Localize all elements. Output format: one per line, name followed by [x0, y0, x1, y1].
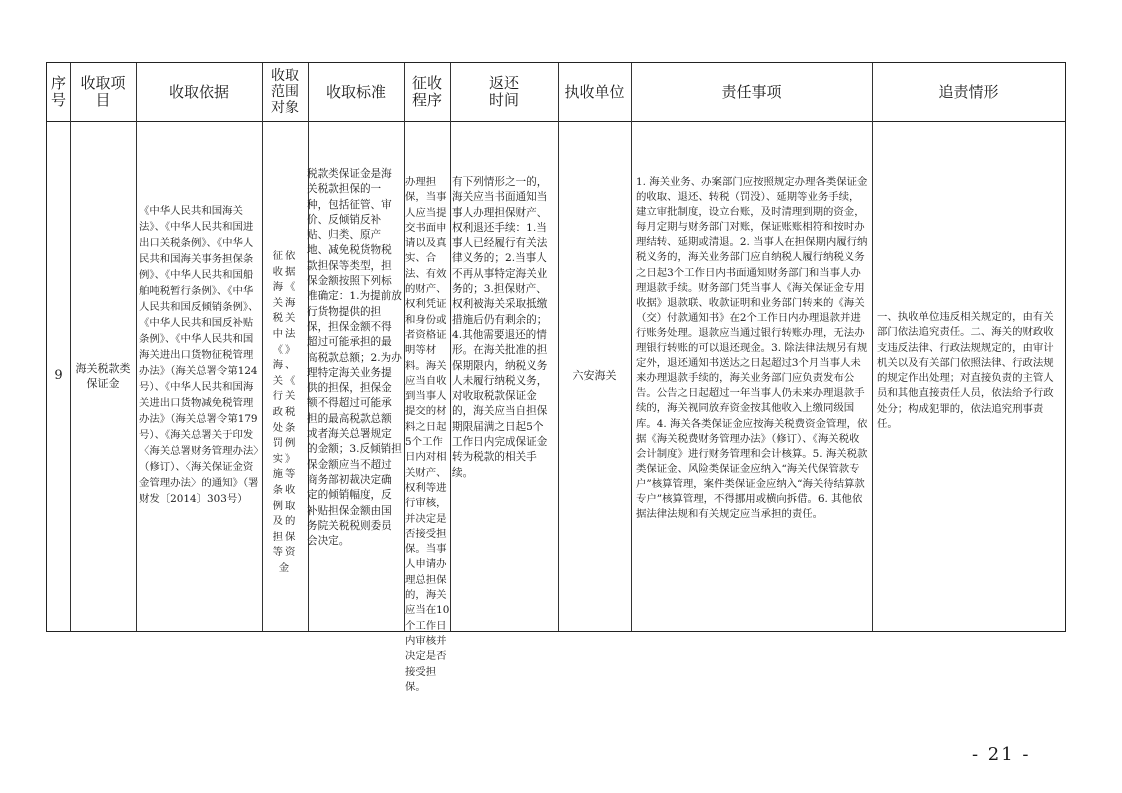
header-responsibility: 责任事项	[721, 82, 782, 101]
row-procedure: 办理担保，当事人应当提交书面申请以及真实、合法、有效的财产、权利凭证和身份或者资格证明等材料。海关应当自收到当事人提交的材料之日起5个工作日内对相关财产、权利等进行审核，并决定是否接受担保。当事人申请办理总担保的，海关应当在10个工作日内审核并决定是否接受担保。	[405, 176, 450, 693]
col-divider	[872, 63, 873, 631]
row-seq: 9	[54, 368, 63, 384]
header-item: 收取项 目	[80, 74, 126, 109]
header-unit: 执收单位	[564, 82, 625, 101]
page-number: - 21 -	[972, 744, 1031, 765]
header-procedure: 征收 程序	[411, 74, 442, 109]
row-standard: 税款类保证金是海关税款担保的一种，包括征管、审价、反倾销反补贴、归类、原产地、减免税货物税款担保等类型，担保金额按照下列标准确定：1.为提前放行货物提供的担保，担保金额不得超过可能承担的最高税款总额；2.为办理特定海关业务提供的担保，担保金额不得超过可能承担的最高税款总额或者海关总署规定的金额；3.反倾销担保金额应当不超过商务部初裁决定确定的倾销幅度，反补贴担保金额由国务院关税税则委员会决定。	[307, 168, 402, 548]
col-divider	[631, 63, 632, 631]
header-basis: 收取依据	[168, 82, 229, 101]
header-scope: 收取 范围 对象	[271, 68, 299, 116]
row-accountability: 一、执收单位违反相关规定的，由有关部门依法追究责任。二、海关的财政收支违反法律、行政法规规定的，由审计机关以及有关部门依照法律、行政法规的规定作出处理；对直接负责的主管人员和其他直接责任人员，依法给予行政处分；构成犯罪的，依法追究刑事责任。	[877, 311, 1054, 431]
fee-table	[46, 62, 1066, 693]
col-divider	[70, 63, 71, 631]
row-scope: 征依 收据 海《 关海 税关 中法 《》 海、 关《 行关 政税 处条 罚例 实》 施等 条收 例取 及的 担保 等资 金	[272, 250, 298, 574]
header-refund-time: 返还 时间	[488, 74, 519, 109]
row-item: 海关税款类保证金	[75, 362, 131, 390]
row-responsibility: 1. 海关业务、办案部门应按照规定办理各类保证金的收取、退还、转税（罚没）、延期等业务手续，建立审批制度，设立台账，及时清理到期的资金，每月定期与财务部门对账，保证账账相符和按时办理结转、延期或清退。2. 当事人在担保期内履行纳税义务的，海关业务部门应自纳税人履行纳税义务之日起3个工作日内书面通知财务部门和当事人办理退款手续。财务部门凭当事人《海关保证金专用收据》退款联、收款证明和业务部门转来的《海关（交）付款通知书》在2个工作日内办理退款并进行账务处理。退款应当通过银行转账办理，无法办理银行转账的可以退还现金。3. 除法律法规另有规定外，退还通知书送达之日起超过3个月当事人未来办理退款手续的，海关业务部门应负责发布公告。公告之日起超过一年当事人仍未来办理退款手续的，海关视同放弃资金按其他收入上缴同级国库。4. 海关各类保证金应按海关税费资金管理，依据《海关税费财务管理办法》（修订）、《海关税收会计制度》进行财务管理和会计核算。5. 海关税款类保证金、风险类保证金应纳入“海关代保管款专户”核算管理，案件类保证金应纳入“海关待结算款专户”核算管理，不得挪用或横向拆借。6. 其他依据法律法规和有关规定应当承担的责任。	[636, 176, 868, 521]
header-seq: 序 号	[50, 74, 66, 109]
col-divider	[136, 63, 137, 631]
header-standard: 收取标准	[325, 82, 386, 101]
row-refund-time: 有下列情形之一的，海关应当书面通知当事人办理担保财产、权利退还手续：1.当事人已经履行有关法律义务的；2.当事人不再从事特定海关业务的；3.担保财产、权利被海关采取抵缴措施后仍有剩余的；4.其他需要退还的情形。在海关批准的担保期限内，纳税义务人未履行纳税义务，对收取税款保证金的，海关应当自担保期限届满之日起5个工作日内完成保证金转为税款的相关手续。	[452, 176, 548, 479]
header-accountability: 追责情形	[938, 82, 999, 101]
row-basis: 《中华人民共和国海关法》、《中华人民共和国进出口关税条例》、《中华人民共和国海关事务担保条例》、《中华人民共和国船舶吨税暂行条例》、《中华人民共和国反倾销条例》、《中华人民共和国反补贴条例》、《中华人民共和国海关进出口货物征税管理办法》（海关总署令第124号）、《中华人民共和国海关进出口货物减免税管理办法》（海关总署令第179号）、《海关总署关于印发〈海关总署财务管理办法〉（修订）、〈海关保证金资金管理办法〉的通知》（署财发〔2014〕303号）	[139, 205, 259, 505]
row-unit: 六安海关	[572, 369, 617, 383]
